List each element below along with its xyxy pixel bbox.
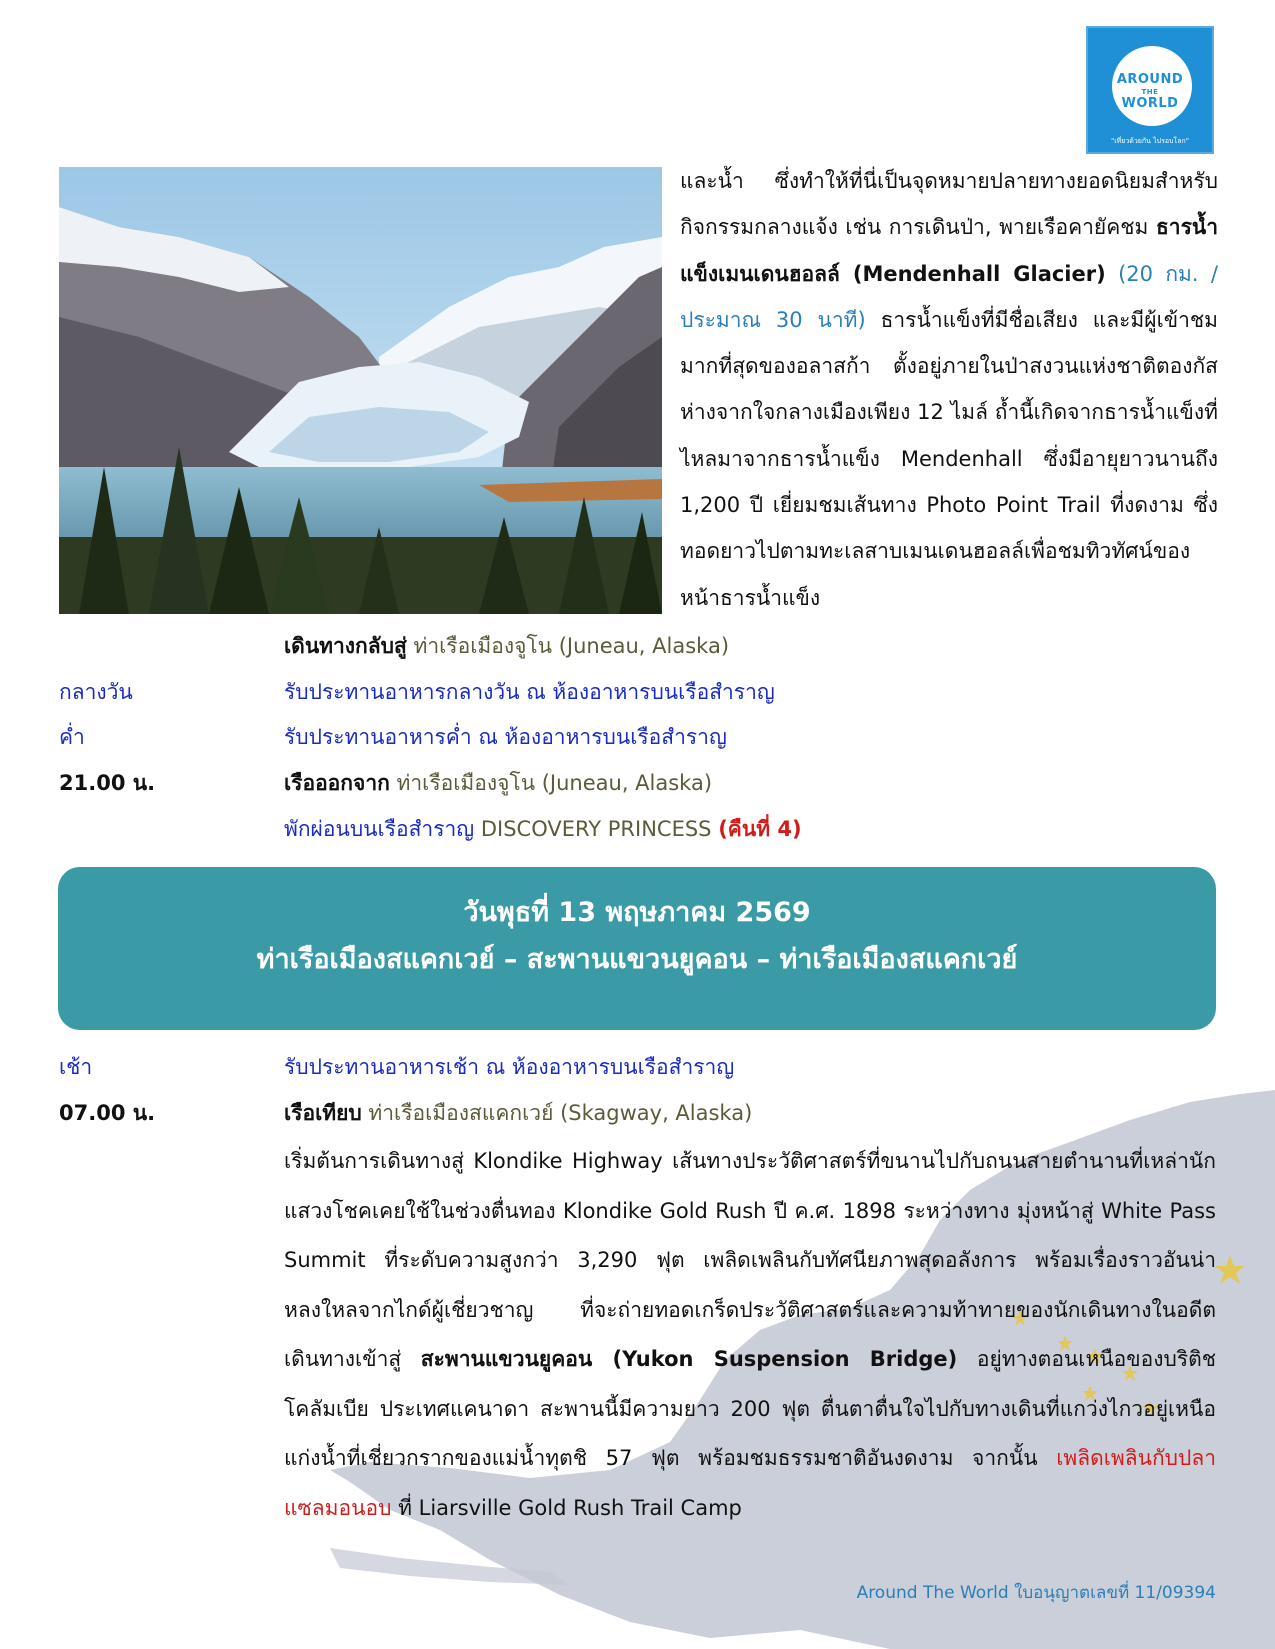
around-the-world-logo bbox=[1086, 26, 1214, 154]
rest-row bbox=[284, 806, 802, 852]
breakfast-time-label: เช้า bbox=[59, 1055, 93, 1079]
bridge-name: สะพานแขวนยูคอน (Yukon Suspension Bridge) bbox=[420, 1347, 958, 1371]
depart-row bbox=[284, 760, 712, 806]
logo-text-the: THE bbox=[1141, 88, 1159, 96]
return-place: ท่าเรือเมืองจูโน (Juneau, Alaska) bbox=[413, 634, 730, 658]
para-text-2: อยู่ทางตอนเหนือของบริติชโคลัมเบีย ประเทศแคนาดา สะพานนี้มีความยาว 200 ฟุต ตื่นตาตื่นใจไปกับทางเดินที่แกว่งไกวอยู่เหนือแก่งน้ำที่เชี่ยวกรากของแม่น้ำทุตชิ 57 ฟุต พร้อมชมธรรมชาติอันงดงาม จากนั้น bbox=[284, 1347, 1216, 1470]
intro-text-2: ธารน้ำแข็งที่มีชื่อเสียง และมีผู้เข้าชมมากที่สุดของอลาสก้า ตั้งอยู่ภายในป่าสงวนแห่งชาติตองกัส ห่างจากใจกลางเมืองเพียง 12 ไมล์ ถ้ำนี้เกิดจากธารน้ำแข็งที่ไหลมาจากธารน้ำแข็ง Mendenhall ซึ่งมีอายุยาวนานถึง 1,200 ปี เยี่ยมชมเส้นทาง Photo Point Trail ที่งดงาม ซึ่งทอดยาวไปตามทะเลสาบเมนเดนฮอลล์เพื่อชมทิวทัศน์ของหน้าธารน้ำแข็ง bbox=[680, 307, 1218, 610]
return-label: เดินทางกลับสู่ bbox=[284, 634, 407, 658]
logo-tagline: "เที่ยวด้วยกัน ไปรอบโลก" bbox=[1111, 137, 1189, 145]
night-number: (คืนที่ 4) bbox=[718, 817, 802, 841]
para-text-1: เริ่มต้นการเดินทางสู่ Klondike Highway เส้นทางประวัติศาสตร์ที่ขนานไปกับถนนสายตำนานที่เหล่านักแสวงโชคเคยใช้ในช่วงตื่นทอง Klondike Gold Rush ปี ค.ศ. 1898 ระหว่างทาง มุ่งหน้าสู่ White Pass Summit ที่ระดับความสูงกว่า 3,290 ฟุต เพลิดเพลินกับทัศนียภาพสุดอลังการ พร้อมเรื่องราวอันน่าหลงใหลจากไกด์ผู้เชี่ยวชาญ ที่จะถ่ายทอดเกร็ดประวัติศาสตร์และความท้าทายของนักเดินทางในอดีต เดินทางเข้าสู่ bbox=[284, 1149, 1216, 1371]
lunch-time-label: กลางวัน bbox=[59, 680, 133, 704]
arrive-time-label: 07.00 น. bbox=[59, 1101, 156, 1125]
depart-label: เรือออกจาก bbox=[284, 771, 390, 795]
logo-text-around: AROUND bbox=[1116, 72, 1184, 87]
depart-place: ท่าเรือเมืองจูโน (Juneau, Alaska) bbox=[396, 771, 713, 795]
arrive-row bbox=[284, 1090, 752, 1136]
arrive-label: เรือเทียบ bbox=[284, 1101, 362, 1125]
day-date: วันพุธที่ 13 พฤษภาคม 2569 bbox=[463, 897, 811, 928]
arrive-place: ท่าเรือเมืองสแคกเวย์ (Skagway, Alaska) bbox=[368, 1101, 753, 1125]
rest-label: พักผ่อนบนเรือสำราญ bbox=[284, 817, 475, 841]
para-text-3: ที่ Liarsville Gold Rush Trail Camp bbox=[391, 1495, 742, 1520]
day-route: ท่าเรือเมืองสแคกเวย์ – สะพานแขวนยูคอน – ท่าเรือเมืองสแคกเวย์ bbox=[256, 944, 1018, 975]
lunch-text: รับประทานอาหารกลางวัน ณ ห้องอาหารบนเรือสำราญ bbox=[284, 680, 775, 704]
mendenhall-glacier-photo bbox=[59, 167, 662, 614]
logo-text-world: WORLD bbox=[1121, 96, 1179, 111]
return-row bbox=[284, 623, 729, 669]
travel-distance: (20 กม. / ประมาณ 30 นาที) bbox=[680, 261, 1218, 332]
skagway-description bbox=[284, 1137, 1216, 1533]
ship-name: DISCOVERY PRINCESS bbox=[480, 817, 712, 841]
dinner-text: รับประทานอาหารค่ำ ณ ห้องอาหารบนเรือสำราญ bbox=[284, 725, 727, 749]
salmon-highlight: เพลิดเพลินกับปลาแซลมอนอบ bbox=[284, 1446, 1216, 1520]
intro-text-1: และน้ำ ซึ่งทำให้ที่นี่เป็นจุดหมายปลายทางยอดนิยมสำหรับกิจกรรมกลางแจ้ง เช่น การเดินป่า, พายเรือคายัคชม bbox=[680, 169, 1218, 240]
glacier-description bbox=[680, 158, 1218, 621]
glacier-name: ธารน้ำแข็งเมนเดนฮอลล์ (Mendenhall Glacier) bbox=[680, 215, 1218, 286]
license-footer: Around The World ใบอนุญาตเลขที่ 11/09394 bbox=[856, 1583, 1216, 1603]
breakfast-text: รับประทานอาหารเช้า ณ ห้องอาหารบนเรือสำราญ bbox=[284, 1055, 735, 1079]
day-banner bbox=[58, 867, 1216, 1030]
dinner-time-label: ค่ำ bbox=[59, 725, 85, 749]
depart-time-label: 21.00 น. bbox=[59, 771, 156, 795]
